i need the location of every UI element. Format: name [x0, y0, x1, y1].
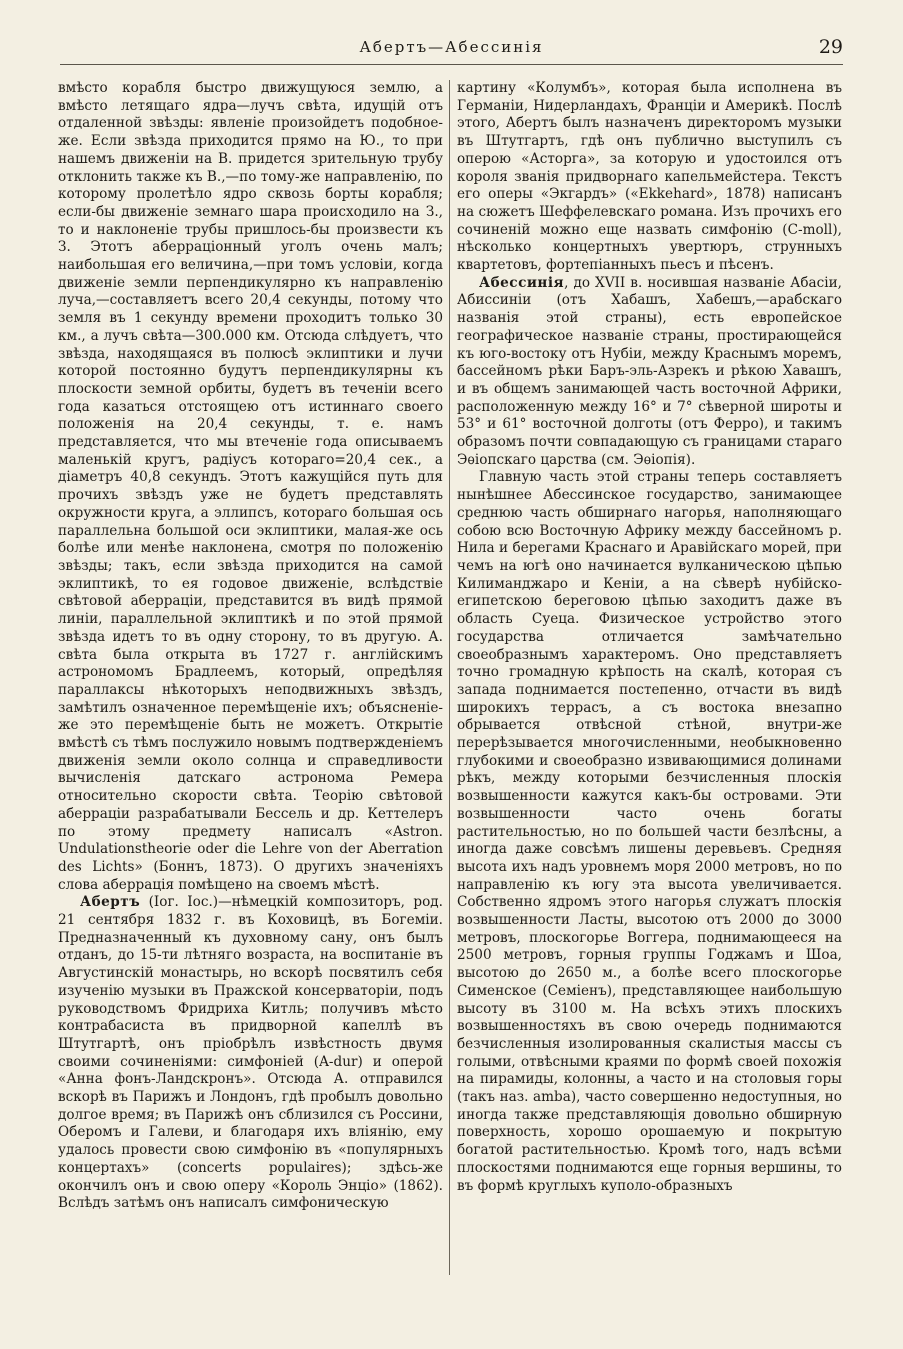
entry-heading-abert: Абертъ	[80, 894, 141, 911]
right-column	[457, 80, 842, 1195]
entry-abert	[58, 894, 443, 1213]
abert-continuation-paragraph: картину «Колумбъ», которая была исполнена въ Германіи, Нидерландахъ, Франціи и Америкѣ. Послѣ этого, Абертъ былъ назначенъ директоромъ музыки въ Штутгартъ, гдѣ онъ публично выступилъ съ оперою «Асторга», за которую и удостоился отъ короля званія придворнаго капельмейстера. Текстъ его оперы «Экгардъ» («Ekkehard», 1878) написанъ на сюжетъ Шеффелевскаго романа. Изъ прочихъ его сочиненій можно еще назвать симфонію (C-moll), нѣсколько концертныхъ увертюръ, струнныхъ квартетовъ, фортепіанныхъ пьесъ и пѣсенъ.	[457, 80, 842, 274]
running-header	[60, 38, 843, 65]
entry-heading-abessinia: Абессинія	[479, 274, 565, 291]
entry-abessinia	[457, 275, 842, 470]
left-column	[58, 80, 443, 1213]
header-title: Абертъ—Абессинія	[359, 38, 544, 56]
aberration-continuation-paragraph: вмѣсто корабля быстро движущуюся землю, а вмѣсто летящаго ядра—лучъ свѣта, идущій отъ отдаленной звѣзды: явленіе произойдетъ подобное-же. Если звѣзда приходится прямо на Ю., то при нашемъ движеніи на В. придется зрительную трубу отклонить также къ В.,—по тому-же направленію, по которому пролетѣло ядро сквозь борты корабля; если-бы движеніе земнаго шара происходило на З., то и наклоненіе трубы пришлось-бы произвести къ З. Этотъ аберраціонный уголъ очень малъ; наибольшая его величина,—при томъ условіи, когда движеніе земли перпендикулярно къ направленію луча,—составляетъ всего 20,4 секунды, потому что земля въ 1 секунду времени проходитъ только 30 км., а лучъ свѣта—300.000 км. Отсюда слѣдуетъ, что звѣзда, находящаяся въ полюсѣ эклиптики и лучи которой постоянно будутъ перпендикулярны къ плоскости земной орбиты, будетъ въ теченіи всего года казаться отстоящею отъ истиннаго своего положенія на 20,4 секунды, т. е. намъ представляется, что мы втеченіе года описываемъ маленькій кругъ, радіусъ котораго=20,4 сек., а діаметръ 40,8 секундъ. Этотъ кажущійся путь для прочихъ звѣздъ уже не будетъ представлять окружности круга, а эллипсъ, котораго большая ось параллельна большой оси эклиптики, малая-же ось болѣе или менѣе наклонена, смотря по положенію звѣзды; такъ, если звѣзда приходится на самой эклиптикѣ, то ея годовое движеніе, вслѣдствіе свѣтовой аберраціи, представится въ видѣ прямой линіи, параллельной эклиптикѣ и по этой прямой звѣзда идетъ то въ одну сторону, то въ другую. А. свѣта была открыта въ 1727 г. англійскимъ астрономомъ Брадлеемъ, который, опредѣляя параллаксы нѣкоторыхъ неподвижныхъ звѣздъ, замѣтилъ означенное перемѣщеніе ихъ; объясненіе-же это перемѣщеніе быть не можетъ. Открытіе вмѣстѣ съ тѣмъ послужило новымъ подтвержденіемъ движенія земли около солнца и справедливости вычисленія датскаго астронома Ремера относительно скорости свѣта. Теорію свѣтовой аберраціи разрабатывали Бессель и др. Кеттелеръ по этому предмету написалъ «Astron. Undulationstheorie oder die Lehre von der Aberration des Lichts» (Боннъ, 1873). О другихъ значеніяхъ слова аберрація помѣщено на своемъ мѣстѣ.	[58, 80, 443, 893]
abessinia-main-paragraph: Главную часть этой страны теперь составляетъ нынѣшнее Абессинское государство, занимающее среднюю часть обширнаго нагорья, наполняющаго собою всю Восточную Африку между бассейномъ р. Нила и берегами Краснаго и Аравійскаго морей, при чемъ на югѣ оно начинается вулканическою цѣпью Килиманджаро и Кеніи, а на сѣверѣ нубійско-египетскою береговою цѣпью заходитъ даже въ область Суеца. Физическое устройство этого государства отличается замѣчательно своеобразнымъ характеромъ. Оно представляетъ точно громадную крѣпость на скалѣ, которая съ запада поднимается постепенно, отчасти въ видѣ широкихъ террасъ, а съ востока внезапно обрывается отвѣсной стѣной, внутри-же перерѣзывается многочисленными, необыкновенно глубокими и своеобразно извивающимися долинами рѣкъ, между которыми безчисленныя плоскія возвышенности кажутся какъ-бы островами. Эти возвышенности часто очень богаты растительностью, но по большей части безлѣсны, а иногда даже совсѣмъ лишены деревьевъ. Средняя высота ихъ надъ уровнемъ моря 2000 метровъ, но по направленію къ югу эта высота увеличивается. Собственно ядромъ этого нагорья служатъ плоскія возвышенности Ласты, высотою отъ 2000 до 3000 метровъ, плоскогорье Воггера, поднимающееся на 2500 метровъ, горныя группы Годжамъ и Шоа, высотою до 2650 м., а болѣе всего плоскогорье Сименское (Семіенъ), представляющее наибольшую высоту въ 3100 м. На всѣхъ этихъ плоскихъ возвышенностяхъ въ свою очередь поднимаются безчисленныя изолированныя скалистыя массы съ голыми, отвѣсными краями по формѣ своей похожія на пирамиды, колонны, а часто и на столовыя горы (такъ наз. amba), часто совершенно недоступныя, но иногда также представляющія довольно обширную поверхность, хорошо орошаемую и покрытую богатой растительностью. Кромѣ того, надъ всѣми плоскостями поднимаются еще горныя вершины, то въ формѣ круглыхъ куполо-образныхъ	[457, 469, 842, 1194]
page-number: 29	[818, 36, 843, 58]
entry-body-abert: (Іог. Іос.)—нѣмецкій композиторъ, род. 21 сентября 1832 г. въ Коховицѣ, въ Богеміи. Предназначенный къ духовному сану, онъ былъ отданъ, до 15-ти лѣтняго возраста, на воспитаніе въ Августинскій монастырь, но вскорѣ посвятилъ себя изученію музыки въ Пражской консерваторіи, подъ руководствомъ Фридриха Китль; получивъ мѣсто контрабасиста въ придворной капеллѣ въ Штутгартѣ, онъ пріобрѣлъ извѣстность двумя своими сочиненіями: симфоніей (A-dur) и оперой «Анна фонъ-Ландскронъ». Отсюда А. отправился вскорѣ въ Парижъ и Лондонъ, гдѣ пробылъ довольно долгое время; въ Парижѣ онъ сблизился съ Россини, Оберомъ и Галеви, и благодаря ихъ вліянію, ему удалось провести свою симфонію въ «популярныхъ концертахъ» (concerts populaires); здѣсь-же окончилъ онъ и свою оперу «Король Энціо» (1862). Вслѣдъ затѣмъ онъ написалъ симфоническую	[58, 894, 443, 1212]
column-divider	[449, 80, 450, 1275]
entry-body-abessinia: , до XVII в. носившая названіе Абасіи, Абиссиніи (отъ Хабашъ, Хабешъ,—арабскаго названія этой страны), есть европейское географическое названіе страны, простирающейся къ юго-востоку отъ Нубіи, между Краснымъ моремъ, бассейномъ рѣки Баръ-эль-Азрекъ и рѣкою Хавашъ, и въ общемъ занимающей часть восточной Африки, расположенную между 16° и 7° сѣверной широты и 53° и 61° восточной долготы (отъ Ферро), и такимъ образомъ почти совпадающую съ границами стараго Эѳіопскаго царства (см. Эѳіопія).	[457, 274, 842, 468]
